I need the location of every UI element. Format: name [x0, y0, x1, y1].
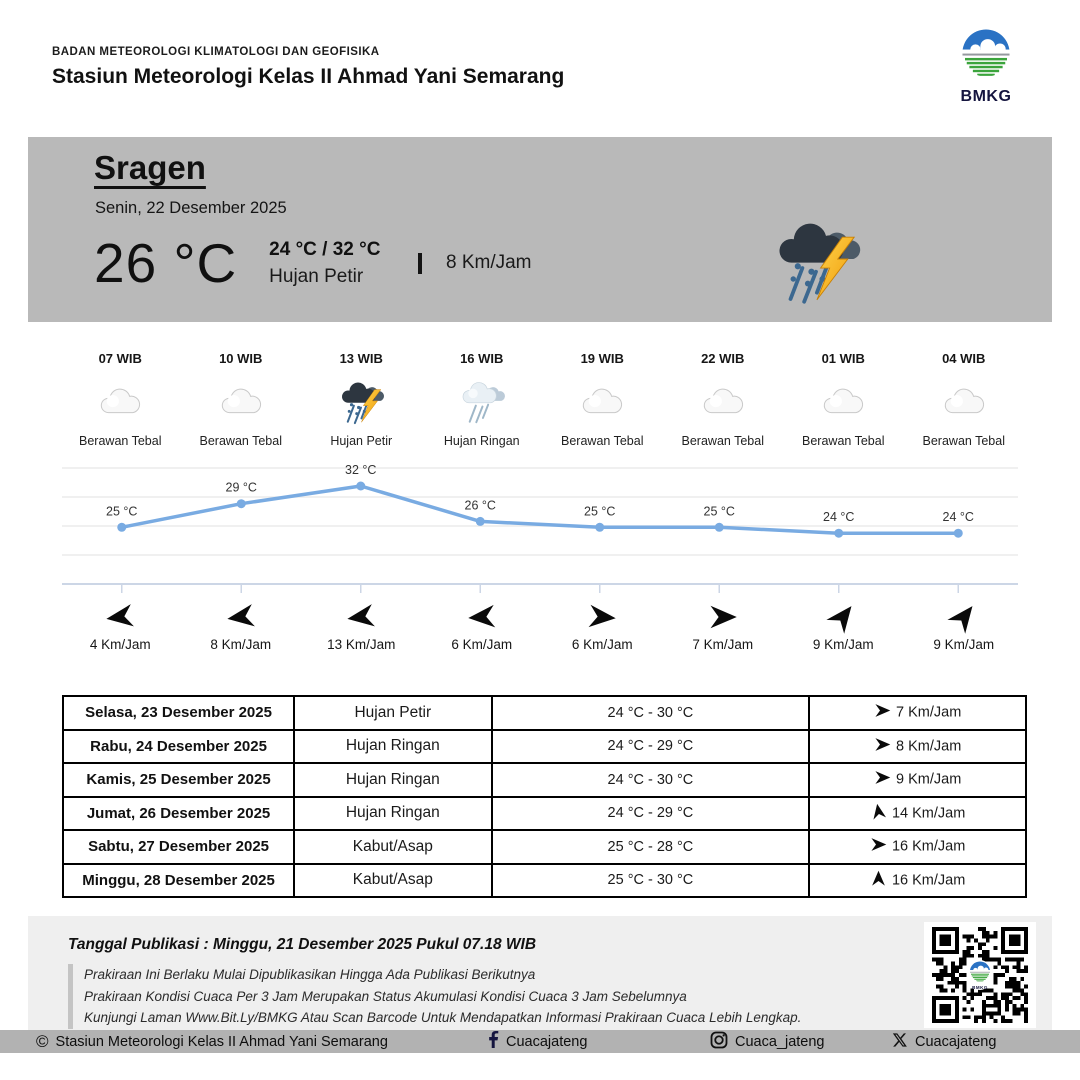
daily-wind [809, 797, 1026, 831]
daily-date: Selasa, 23 Desember 2025 [63, 696, 294, 730]
daily-temp-range: 25 °C - 30 °C [492, 864, 810, 898]
daily-forecast-row [63, 730, 1026, 764]
wind-direction-icon [60, 600, 181, 634]
instagram-icon [710, 1031, 728, 1053]
chart-point-label: 24 °C [942, 510, 974, 525]
daily-temp-range: 24 °C - 29 °C [492, 797, 810, 831]
hourly-condition: Hujan Petir [330, 434, 393, 448]
hourly-column [663, 351, 784, 448]
daily-wind [809, 730, 1026, 764]
daily-forecast-row [63, 864, 1026, 898]
daily-wind-speed: 7 Km/Jam [896, 704, 962, 721]
hourly-column [181, 351, 302, 448]
hourly-condition: Berawan Tebal [922, 434, 1005, 448]
daily-wind-speed: 16 Km/Jam [891, 872, 966, 889]
wind-direction-icon [783, 600, 904, 634]
hourly-time: 10 WIB [219, 351, 263, 366]
hourly-column [904, 351, 1025, 448]
wind-column [663, 600, 784, 652]
wind-direction-icon [422, 600, 543, 634]
daily-temp-range: 24 °C - 30 °C [492, 763, 810, 797]
daily-forecast-row [63, 763, 1026, 797]
wind-column [542, 600, 663, 652]
hourly-time: 13 WIB [339, 351, 383, 366]
current-temperature: 26 °C [94, 232, 238, 294]
chart-point-label: 32 °C [345, 463, 377, 477]
wind-column [783, 600, 904, 652]
daily-forecast-row [63, 830, 1026, 864]
wind-direction-icon [874, 736, 891, 757]
publication-value: Minggu, 21 Desember 2025 Pukul 07.18 WIB [213, 936, 537, 953]
footer-note: Prakiraan Kondisi Cuaca Per 3 Jam Merupakan Status Akumulasi Kondisi Cuaca 3 Jam Sebelumnya [84, 988, 687, 1004]
wind-speed-label: 4 Km/Jam [89, 637, 151, 652]
current-conditions-row [94, 231, 532, 295]
current-temp-range: 24 °C / 32 °C [269, 238, 381, 260]
wind-speed-label: 9 Km/Jam [933, 637, 995, 652]
daily-date: Jumat, 26 Desember 2025 [63, 797, 294, 831]
current-date: Senin, 22 Desember 2025 [95, 199, 287, 217]
hourly-time: 01 WIB [821, 351, 865, 366]
cloud-weather-icon [663, 374, 784, 428]
instagram-handle[interactable]: Cuaca_jateng [710, 1030, 825, 1053]
header [52, 46, 940, 89]
daily-date: Minggu, 28 Desember 2025 [63, 864, 294, 898]
bottom-bar [0, 1030, 1080, 1053]
wind-direction-icon [870, 870, 887, 891]
wind-direction-icon [663, 600, 784, 634]
hourly-column [542, 351, 663, 448]
daily-wind [809, 763, 1026, 797]
wind-column [422, 600, 543, 652]
temp-range-block [269, 239, 380, 288]
cloud-weather-icon [60, 374, 181, 428]
cloud-weather-icon [783, 374, 904, 428]
hourly-time: 04 WIB [942, 351, 986, 366]
footer [28, 916, 1052, 1030]
daily-date: Sabtu, 27 Desember 2025 [63, 830, 294, 864]
agency-name: BADAN METEOROLOGI KLIMATOLOGI DAN GEOFISIKA [52, 46, 380, 58]
wind-direction-icon [542, 600, 663, 634]
hourly-column [301, 351, 422, 448]
daily-condition: Hujan Ringan [294, 797, 491, 831]
daily-forecast-row [63, 797, 1026, 831]
daily-temp-range: 24 °C - 29 °C [492, 730, 810, 764]
city-name: Sragen [94, 149, 206, 186]
hourly-forecast [60, 351, 1024, 448]
daily-condition: Kabut/Asap [294, 830, 491, 864]
cloud-weather-icon [904, 374, 1025, 428]
hourly-time: 19 WIB [580, 351, 624, 366]
daily-date: Rabu, 24 Desember 2025 [63, 730, 294, 764]
publication-label: Tanggal Publikasi : [68, 936, 209, 953]
rain-weather-icon [422, 374, 543, 428]
chart-point-label: 29 °C [225, 480, 257, 495]
hourly-condition: Berawan Tebal [79, 434, 162, 448]
wind-speed-label: 8 Km/Jam [210, 637, 272, 652]
daily-wind [809, 830, 1026, 864]
cloud-weather-icon [181, 374, 302, 428]
daily-condition: Hujan Ringan [294, 763, 491, 797]
daily-wind-speed: 8 Km/Jam [896, 738, 962, 755]
facebook-handle[interactable]: Cuacajateng [487, 1030, 587, 1053]
wind-speed-label: 6 Km/Jam [451, 637, 513, 652]
wind-column [301, 600, 422, 652]
hourly-time: 07 WIB [98, 351, 142, 366]
wind-direction-icon [904, 600, 1025, 634]
daily-wind-speed: 9 Km/Jam [896, 771, 962, 788]
wind-column [904, 600, 1025, 652]
storm-weather-icon [301, 374, 422, 428]
hourly-condition: Berawan Tebal [561, 434, 644, 448]
wind-speed-label: 9 Km/Jam [812, 637, 874, 652]
hourly-time: 16 WIB [460, 351, 504, 366]
copyright-text: Stasiun Meteorologi Kelas II Ahmad Yani Semarang [55, 1033, 388, 1050]
x-handle[interactable]: Cuacajateng [892, 1030, 996, 1053]
bmkg-logo-text: BMKG [960, 88, 1012, 105]
facebook-icon [487, 1031, 499, 1052]
daily-wind-speed: 14 Km/Jam [891, 805, 966, 822]
chart-point-label: 25 °C [584, 504, 616, 519]
chart-point-label: 25 °C [106, 504, 138, 519]
wind-forecast-row [60, 600, 1024, 652]
chart-point-label: 26 °C [464, 498, 496, 513]
wind-column [60, 600, 181, 652]
footer-notes [68, 964, 801, 1029]
qr-center-logo [968, 960, 992, 990]
wind-speed-label: 6 Km/Jam [571, 637, 633, 652]
publication-date [68, 936, 536, 954]
daily-temp-range: 24 °C - 30 °C [492, 696, 810, 730]
bmkg-logo [950, 26, 1022, 106]
hourly-condition: Berawan Tebal [199, 434, 282, 448]
daily-forecast-row [63, 696, 1026, 730]
wind-direction-icon [870, 836, 887, 857]
station-name: Stasiun Meteorologi Kelas II Ahmad Yani Semarang [52, 65, 565, 88]
daily-temp-range: 25 °C - 28 °C [492, 830, 810, 864]
hourly-column [60, 351, 181, 448]
wind-direction-icon [870, 803, 887, 824]
wind-direction-icon [874, 702, 891, 723]
footer-note: Prakiraan Ini Berlaku Mulai Dipublikasikan Hingga Ada Publikasi Berikutnya [84, 967, 536, 982]
hourly-column [422, 351, 543, 448]
copyright-icon: © [36, 1032, 49, 1051]
x-icon [892, 1032, 908, 1052]
daily-condition: Hujan Ringan [294, 730, 491, 764]
daily-wind [809, 696, 1026, 730]
hourly-condition: Hujan Ringan [443, 434, 520, 448]
daily-forecast-table [62, 695, 1027, 898]
chart-point-label: 25 °C [703, 504, 735, 519]
hourly-condition: Berawan Tebal [802, 434, 885, 448]
current-weather-card [28, 137, 1052, 322]
chart-point-label: 24 °C [823, 510, 855, 525]
divider [418, 253, 422, 274]
wind-speed-label: 13 Km/Jam [327, 637, 396, 652]
daily-date: Kamis, 25 Desember 2025 [63, 763, 294, 797]
wind-speed-label: 7 Km/Jam [692, 637, 754, 652]
wind-column [181, 600, 302, 652]
footer-note: Kunjungi Laman Www.Bit.Ly/BMKG Atau Scan Barcode Untuk Mendapatkan Informasi Prakiraan Cuaca Lebih Lengkap. [84, 1010, 802, 1026]
cloud-weather-icon [542, 374, 663, 428]
daily-wind-speed: 16 Km/Jam [891, 838, 966, 855]
copyright-item [36, 1030, 388, 1053]
daily-condition: Kabut/Asap [294, 864, 491, 898]
current-wind-speed: 8 Km/Jam [445, 252, 532, 273]
current-condition: Hujan Petir [269, 265, 364, 287]
qr-code-box [924, 922, 1036, 1028]
hourly-column [783, 351, 904, 448]
daily-wind [809, 864, 1026, 898]
daily-condition: Hujan Petir [294, 696, 491, 730]
hourly-time: 22 WIB [701, 351, 745, 366]
hourly-condition: Berawan Tebal [681, 434, 764, 448]
wind-direction-icon [301, 600, 422, 634]
bmkg-logo-icon [958, 69, 1014, 86]
wind-direction-icon [181, 600, 302, 634]
temperature-chart [62, 455, 1018, 603]
storm-weather-icon [766, 213, 866, 310]
bmkg-logo-text: BMKG [972, 985, 988, 990]
wind-direction-icon [874, 769, 891, 790]
